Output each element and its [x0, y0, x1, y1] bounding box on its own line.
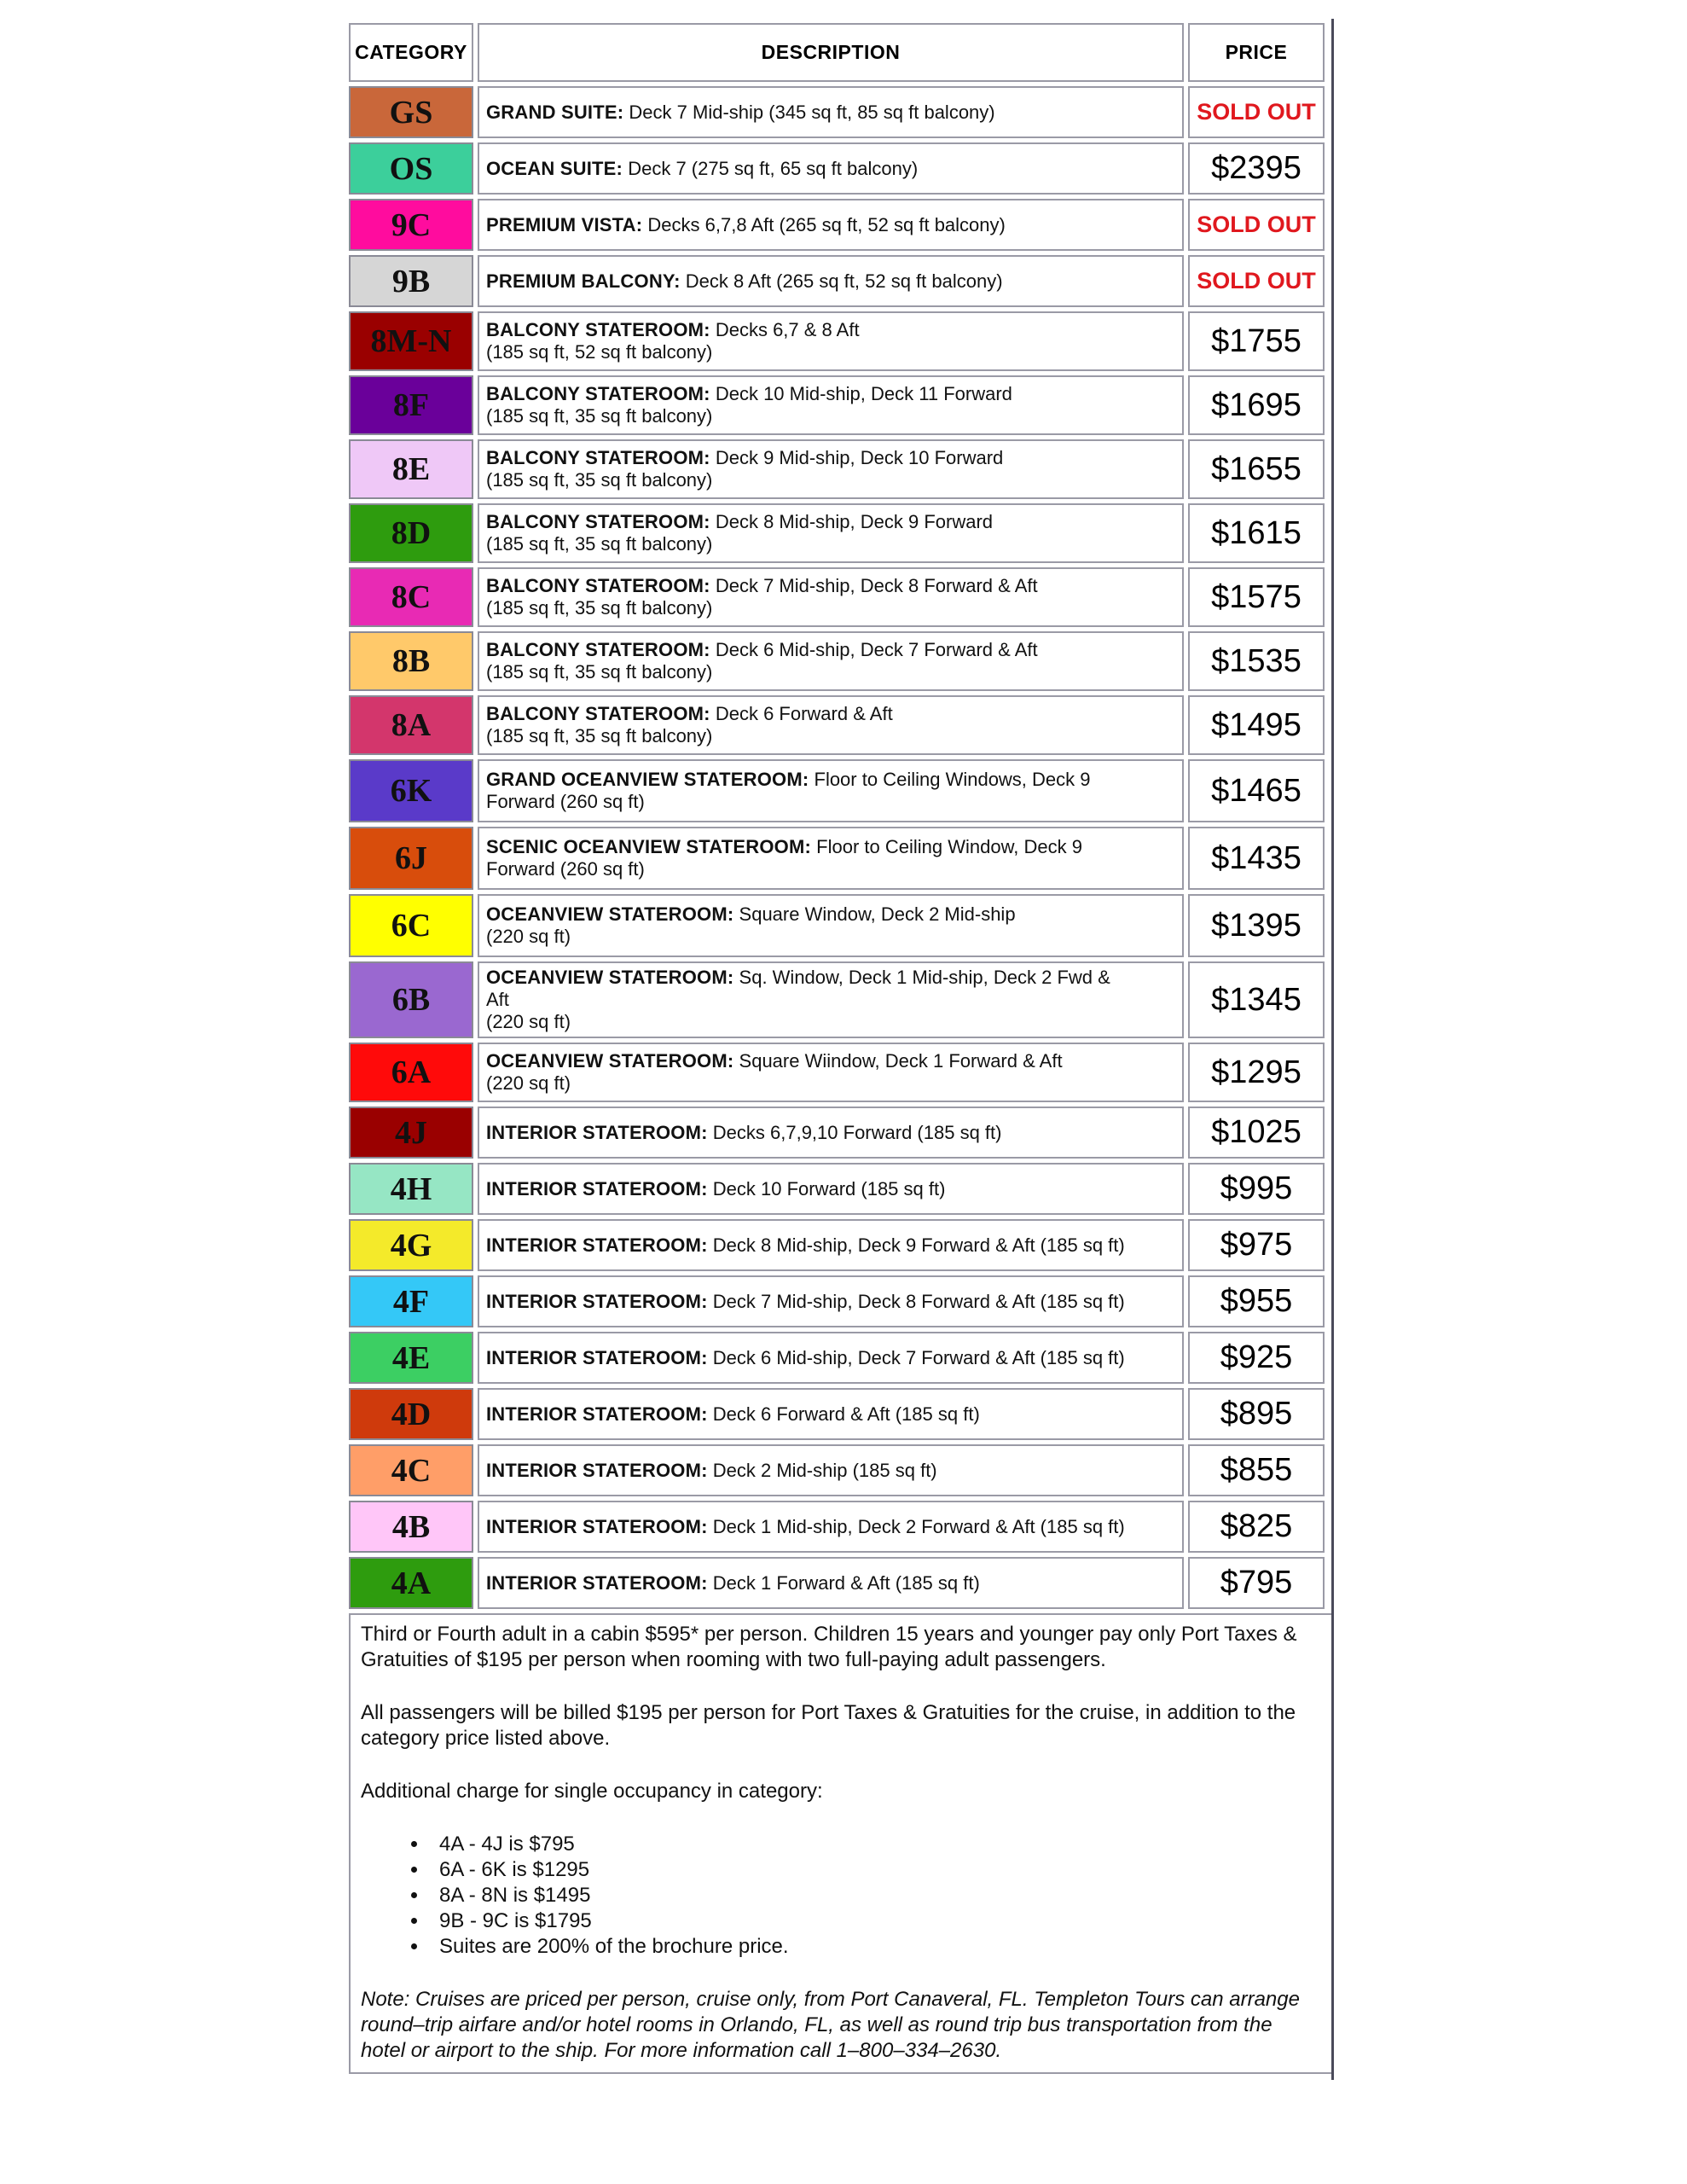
price-value: $1435: [1188, 827, 1325, 890]
stateroom-details: Deck 7 Mid-ship (345 sq ft, 85 sq ft balcony): [629, 101, 995, 123]
list-item: • 9B - 9C is $1795: [429, 1908, 1321, 1934]
stateroom-description: [478, 759, 1184, 822]
category-code: 8M-N: [349, 311, 473, 371]
table-header-row: [349, 23, 1325, 82]
sold-out-label: SOLD OUT: [1188, 255, 1325, 307]
category-code: 4F: [349, 1275, 473, 1327]
stateroom-description: [478, 1219, 1184, 1271]
table-row: [349, 1388, 1325, 1440]
table-row: [349, 1275, 1325, 1327]
stateroom-description: [478, 86, 1184, 138]
price-value: $995: [1188, 1163, 1325, 1215]
stateroom-details-continued: (185 sq ft, 35 sq ft balcony): [486, 533, 713, 555]
stateroom-details-continued: (185 sq ft, 35 sq ft balcony): [486, 725, 713, 746]
stateroom-description: [478, 439, 1184, 499]
stateroom-details: Deck 8 Mid-ship, Deck 9 Forward & Aft (185 sq ft): [712, 1234, 1125, 1256]
stateroom-details: Decks 6,7,8 Aft (265 sq ft, 52 sq ft balcony): [647, 213, 1006, 235]
stateroom-details: Decks 6,7 & 8 Aft: [715, 319, 860, 340]
stateroom-type: BALCONY STATEROOM:: [486, 639, 710, 660]
category-code: 4A: [349, 1557, 473, 1609]
stateroom-description: [478, 503, 1184, 563]
price-value: $925: [1188, 1332, 1325, 1384]
stateroom-details-continued: (220 sq ft): [486, 1011, 571, 1032]
price-sheet: [349, 19, 1333, 2074]
stateroom-details-continued: (220 sq ft): [486, 926, 571, 947]
category-code: 4D: [349, 1388, 473, 1440]
table-row: [349, 503, 1325, 563]
price-header: PRICE: [1188, 23, 1325, 82]
stateroom-details: Deck 6 Forward & Aft (185 sq ft): [712, 1403, 980, 1425]
right-edge-rule: [1331, 19, 1334, 2080]
list-item: • Suites are 200% of the brochure price.: [429, 1934, 1321, 1960]
stateroom-details: Deck 1 Forward & Aft (185 sq ft): [712, 1571, 980, 1594]
price-value: $855: [1188, 1444, 1325, 1496]
stateroom-description: [478, 375, 1184, 435]
stateroom-details: Deck 9 Mid-ship, Deck 10 Forward: [715, 447, 1004, 468]
price-value: $825: [1188, 1501, 1325, 1553]
sold-out-label: SOLD OUT: [1188, 199, 1325, 251]
category-code: 8A: [349, 695, 473, 755]
stateroom-details: Deck 6 Forward & Aft: [715, 703, 893, 724]
notes-paragraph-1: Third or Fourth adult in a cabin $595* per person. Children 15 years and younger pay only Port Taxes & Gratuities of $195 per person when rooming with two full-paying adult passengers.: [361, 1623, 1297, 1671]
stateroom-description: [478, 1107, 1184, 1159]
price-value: $1695: [1188, 375, 1325, 435]
price-value: $975: [1188, 1219, 1325, 1271]
stateroom-type: BALCONY STATEROOM:: [486, 319, 710, 340]
stateroom-details: Square Wiindow, Deck 1 Forward & Aft: [739, 1050, 1063, 1072]
stateroom-type: GRAND OCEANVIEW STATEROOM:: [486, 769, 809, 790]
table-row: [349, 1163, 1325, 1215]
stateroom-details-continued: Aft: [486, 989, 509, 1010]
price-value: $955: [1188, 1275, 1325, 1327]
table-row: [349, 1444, 1325, 1496]
stateroom-type: INTERIOR STATEROOM:: [486, 1346, 708, 1368]
category-code: 4H: [349, 1163, 473, 1215]
pricing-notes: [349, 1613, 1333, 2074]
stateroom-details: Deck 10 Forward (185 sq ft): [712, 1177, 946, 1199]
stateroom-type: OCEANVIEW STATEROOM:: [486, 967, 734, 988]
stateroom-type: INTERIOR STATEROOM:: [486, 1121, 708, 1143]
price-value: $1575: [1188, 567, 1325, 627]
table-row: [349, 759, 1325, 822]
stateroom-type: INTERIOR STATEROOM:: [486, 1459, 708, 1481]
price-value: $1655: [1188, 439, 1325, 499]
category-code: 6A: [349, 1043, 473, 1102]
category-code: 9C: [349, 199, 473, 251]
stateroom-type: PREMIUM BALCONY:: [486, 270, 681, 292]
stateroom-details: Square Window, Deck 2 Mid-ship: [739, 903, 1016, 925]
stateroom-type: INTERIOR STATEROOM:: [486, 1290, 708, 1312]
table-row: [349, 375, 1325, 435]
category-code: 4J: [349, 1107, 473, 1159]
category-code: 4G: [349, 1219, 473, 1271]
category-code: 9B: [349, 255, 473, 307]
stateroom-description: [478, 1332, 1184, 1384]
stateroom-details: Floor to Ceiling Window, Deck 9: [816, 836, 1082, 857]
stateroom-type: GRAND SUITE:: [486, 101, 624, 123]
stateroom-type: INTERIOR STATEROOM:: [486, 1403, 708, 1425]
stateroom-details: Deck 10 Mid-ship, Deck 11 Forward: [715, 383, 1012, 404]
price-value: $1395: [1188, 894, 1325, 957]
table-row: [349, 439, 1325, 499]
list-item: • 4A - 4J is $795: [429, 1832, 1321, 1857]
notes-paragraph-2: All passengers will be billed $195 per person for Port Taxes & Gratuities for the cruise, in addition to the category price listed above.: [361, 1701, 1296, 1750]
table-row: [349, 142, 1325, 195]
category-code: 4C: [349, 1444, 473, 1496]
table-row: [349, 1043, 1325, 1102]
stateroom-type: BALCONY STATEROOM:: [486, 511, 710, 532]
stateroom-type: INTERIOR STATEROOM:: [486, 1571, 708, 1594]
table-row: [349, 86, 1325, 138]
category-code: OS: [349, 142, 473, 195]
stateroom-description: [478, 1275, 1184, 1327]
table-row: [349, 311, 1325, 371]
stateroom-description: [478, 1501, 1184, 1553]
table-row: [349, 199, 1325, 251]
category-code: 6C: [349, 894, 473, 957]
stateroom-details: Decks 6,7,9,10 Forward (185 sq ft): [712, 1121, 1002, 1143]
price-value: $1345: [1188, 961, 1325, 1038]
stateroom-description: [478, 1444, 1184, 1496]
price-value: $1615: [1188, 503, 1325, 563]
category-code: 8E: [349, 439, 473, 499]
stateroom-details: Deck 7 (275 sq ft, 65 sq ft balcony): [628, 157, 919, 179]
table-row: [349, 894, 1325, 957]
price-table: [345, 19, 1329, 1613]
stateroom-type: INTERIOR STATEROOM:: [486, 1515, 708, 1537]
stateroom-details: Deck 6 Mid-ship, Deck 7 Forward & Aft (185 sq ft): [712, 1346, 1125, 1368]
category-code: GS: [349, 86, 473, 138]
stateroom-type: BALCONY STATEROOM:: [486, 447, 710, 468]
category-code: 4E: [349, 1332, 473, 1384]
stateroom-description: [478, 1043, 1184, 1102]
stateroom-details: Deck 8 Mid-ship, Deck 9 Forward: [715, 511, 994, 532]
stateroom-details: Deck 1 Mid-ship, Deck 2 Forward & Aft (185 sq ft): [712, 1515, 1125, 1537]
price-value: $2395: [1188, 142, 1325, 195]
stateroom-description: [478, 695, 1184, 755]
table-row: [349, 1557, 1325, 1609]
stateroom-details-continued: (185 sq ft, 35 sq ft balcony): [486, 405, 713, 427]
table-row: [349, 827, 1325, 890]
category-code: 6J: [349, 827, 473, 890]
stateroom-description: [478, 567, 1184, 627]
table-row: [349, 1501, 1325, 1553]
stateroom-type: INTERIOR STATEROOM:: [486, 1177, 708, 1199]
table-row: [349, 1332, 1325, 1384]
table-row: [349, 255, 1325, 307]
category-code: 6K: [349, 759, 473, 822]
stateroom-details: Deck 2 Mid-ship (185 sq ft): [712, 1459, 937, 1481]
table-row: [349, 1219, 1325, 1271]
stateroom-details: Deck 6 Mid-ship, Deck 7 Forward & Aft: [715, 639, 1038, 660]
stateroom-type: INTERIOR STATEROOM:: [486, 1234, 708, 1256]
stateroom-details-continued: (185 sq ft, 35 sq ft balcony): [486, 597, 713, 619]
stateroom-details: Deck 7 Mid-ship, Deck 8 Forward & Aft (185 sq ft): [712, 1290, 1125, 1312]
price-value: $895: [1188, 1388, 1325, 1440]
table-row: [349, 695, 1325, 755]
stateroom-details: Deck 7 Mid-ship, Deck 8 Forward & Aft: [715, 575, 1038, 596]
list-item: • 8A - 8N is $1495: [429, 1883, 1321, 1908]
table-row: [349, 961, 1325, 1038]
stateroom-description: [478, 255, 1184, 307]
stateroom-description: [478, 1557, 1184, 1609]
stateroom-details: Deck 8 Aft (265 sq ft, 52 sq ft balcony): [685, 270, 1003, 292]
stateroom-type: SCENIC OCEANVIEW STATEROOM:: [486, 836, 812, 857]
stateroom-description: [478, 199, 1184, 251]
price-value: $1755: [1188, 311, 1325, 371]
stateroom-type: OCEANVIEW STATEROOM:: [486, 903, 734, 925]
stateroom-details-continued: (220 sq ft): [486, 1072, 571, 1094]
category-code: 8D: [349, 503, 473, 563]
price-value: $1295: [1188, 1043, 1325, 1102]
table-row: [349, 1107, 1325, 1159]
stateroom-type: OCEAN SUITE:: [486, 157, 623, 179]
stateroom-details: Sq. Window, Deck 1 Mid-ship, Deck 2 Fwd &: [739, 967, 1110, 988]
stateroom-details-continued: (185 sq ft, 35 sq ft balcony): [486, 469, 713, 491]
list-item: • 6A - 6K is $1295: [429, 1857, 1321, 1883]
cruise-note: Note: Cruises are priced per person, cruise only, from Port Canaveral, FL. Templeton Tours can arrange round–trip airfare and/or hotel rooms in Orlando, FL, as well as round trip bus transportation from the hotel or airport to the ship. For more information call 1–800–334–2630.: [361, 1988, 1300, 2062]
category-header: CATEGORY: [349, 23, 473, 82]
price-value: $1495: [1188, 695, 1325, 755]
stateroom-type: BALCONY STATEROOM:: [486, 575, 710, 596]
stateroom-description: [478, 142, 1184, 195]
table-body: [349, 86, 1325, 1609]
stateroom-details: Floor to Ceiling Windows, Deck 9: [814, 769, 1091, 790]
price-value: $1535: [1188, 631, 1325, 691]
stateroom-details-continued: Forward (260 sq ft): [486, 858, 645, 880]
category-code: 6B: [349, 961, 473, 1038]
stateroom-details-continued: (185 sq ft, 52 sq ft balcony): [486, 341, 713, 363]
stateroom-description: [478, 1388, 1184, 1440]
price-value: $1025: [1188, 1107, 1325, 1159]
stateroom-description: [478, 894, 1184, 957]
stateroom-description: [478, 827, 1184, 890]
category-code: 4B: [349, 1501, 473, 1553]
stateroom-description: [478, 311, 1184, 371]
price-value: $1465: [1188, 759, 1325, 822]
single-occupancy-list: [361, 1832, 1321, 1960]
stateroom-description: [478, 1163, 1184, 1215]
category-code: 8B: [349, 631, 473, 691]
sold-out-label: SOLD OUT: [1188, 86, 1325, 138]
table-row: [349, 567, 1325, 627]
table-row: [349, 631, 1325, 691]
stateroom-type: BALCONY STATEROOM:: [486, 703, 710, 724]
stateroom-type: PREMIUM VISTA:: [486, 213, 643, 235]
stateroom-type: OCEANVIEW STATEROOM:: [486, 1050, 734, 1072]
price-value: $795: [1188, 1557, 1325, 1609]
stateroom-description: [478, 631, 1184, 691]
category-code: 8C: [349, 567, 473, 627]
description-header: DESCRIPTION: [478, 23, 1184, 82]
stateroom-details-continued: (185 sq ft, 35 sq ft balcony): [486, 661, 713, 682]
stateroom-type: BALCONY STATEROOM:: [486, 383, 710, 404]
category-code: 8F: [349, 375, 473, 435]
stateroom-details-continued: Forward (260 sq ft): [486, 791, 645, 812]
notes-paragraph-3: Additional charge for single occupancy in category:: [361, 1780, 823, 1803]
stateroom-description: [478, 961, 1184, 1038]
